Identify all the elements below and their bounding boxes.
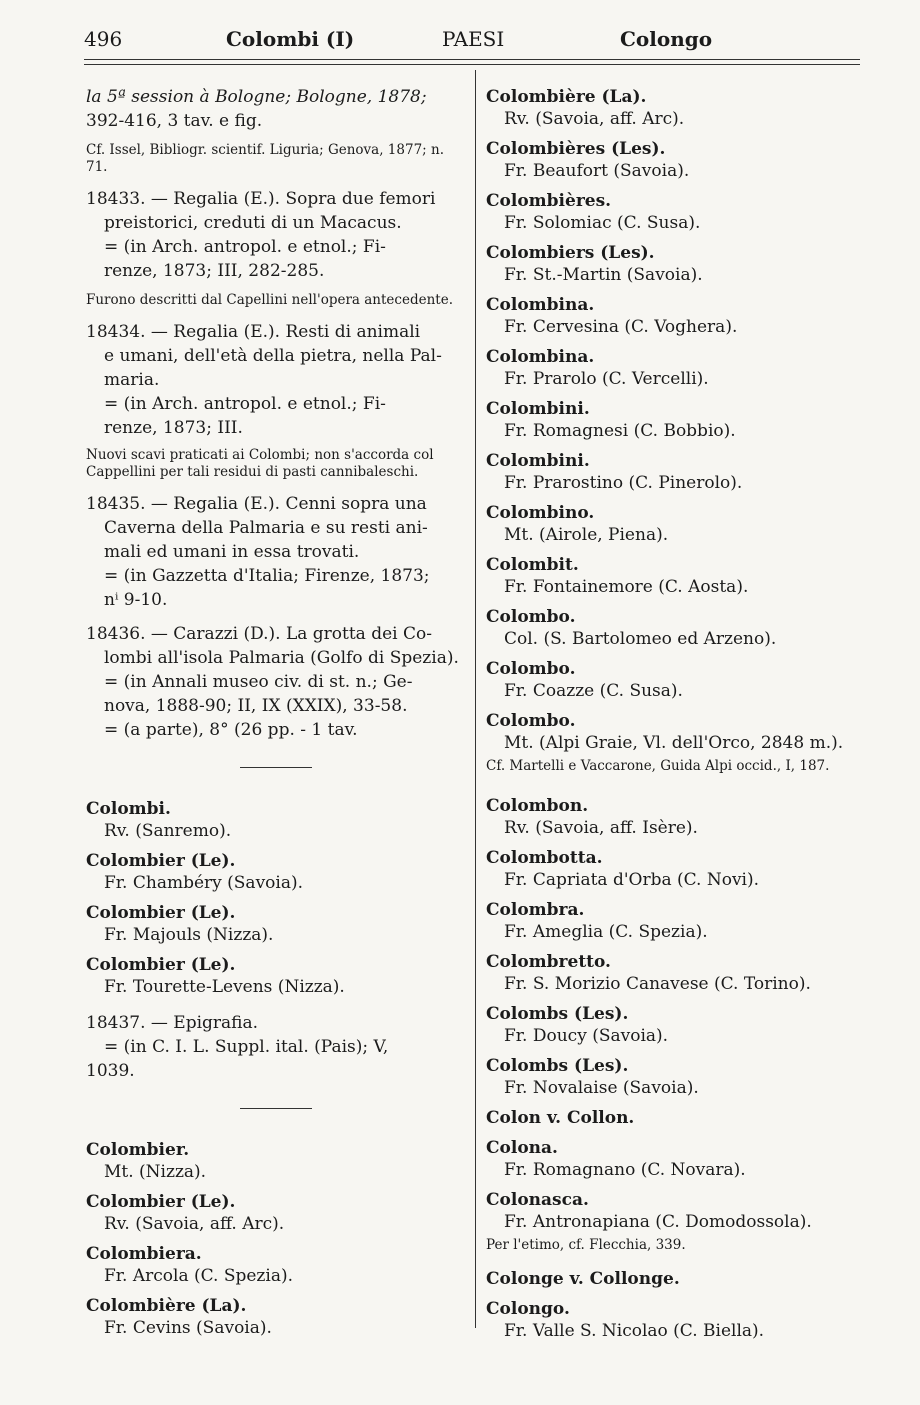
ref-line: mali ed umani in essa trovati. xyxy=(104,542,360,562)
ref-line: renze, 1873; III. xyxy=(104,418,243,438)
entry-detail: Fr. Chambéry (Savoia). xyxy=(104,873,304,893)
ref-line: maria. xyxy=(104,370,160,390)
entry-head: Colonge v. Collonge. xyxy=(486,1269,680,1289)
entry-head: Colombra. xyxy=(486,900,585,920)
entry-detail: Fr. Capriata d'Orba (C. Novi). xyxy=(504,870,760,890)
place-entry xyxy=(486,190,886,234)
entry-head: Colombi. xyxy=(86,799,171,819)
top-reference xyxy=(86,86,466,176)
ref-line: = (in Arch. antropol. e etnol.; Fi- xyxy=(104,394,386,414)
place-entry xyxy=(486,1189,886,1233)
place-entry xyxy=(86,902,466,946)
ref-line: nⁱ 9-10. xyxy=(104,590,168,610)
entry-head: Colombo. xyxy=(486,659,576,679)
place-entry xyxy=(486,450,886,494)
place-entry xyxy=(86,1295,466,1339)
page-number: 496 xyxy=(84,27,123,51)
place-entry xyxy=(486,1055,886,1099)
entry-detail: Fr. Cervesina (C. Voghera). xyxy=(504,317,738,337)
entry-head: Colombier. xyxy=(86,1140,190,1160)
ref-line: = (in Arch. antropol. e etnol.; Fi- xyxy=(104,237,386,257)
ref-line: renze, 1873; III, 282-285. xyxy=(104,261,325,281)
entry-detail: Fr. Majouls (Nizza). xyxy=(104,925,274,945)
ref-line: nova, 1888-90; II, IX (XXIX), 33-58. xyxy=(104,696,408,716)
entry-head: Colongo. xyxy=(486,1299,570,1319)
entry-detail: Fr. Tourette-Levens (Nizza). xyxy=(104,977,345,997)
entry-detail: Rv. (Savoia, aff. Isère). xyxy=(504,818,698,838)
ref-note: Furono descritti dal Capellini nell'opera antecedente. xyxy=(86,292,453,308)
entry-detail: Fr. Doucy (Savoia). xyxy=(504,1026,669,1046)
place-entry xyxy=(486,1268,886,1290)
entry-head: Colombina. xyxy=(486,295,595,315)
entry-head: Colombière (La). xyxy=(86,1296,247,1316)
entry-detail: Rv. (Sanremo). xyxy=(104,821,232,841)
ref-line: = (in Annali museo civ. di st. n.; Ge- xyxy=(104,672,413,692)
ref-line: 18434. — Regalia (E.). Resti di animali xyxy=(86,322,421,342)
place-entry xyxy=(486,554,886,598)
ref-line: = (a parte), 8° (26 pp. - 1 tav. xyxy=(104,720,358,740)
entry-head: Colona. xyxy=(486,1138,558,1158)
place-entry xyxy=(486,847,886,891)
place-entry xyxy=(486,951,886,995)
column-divider xyxy=(475,70,476,1328)
entry-detail: Fr. Beaufort (Savoia). xyxy=(504,161,690,181)
reference-18437 xyxy=(86,1012,466,1082)
ref-line: 1039. xyxy=(86,1061,135,1081)
section-separator xyxy=(240,1108,312,1109)
entry-detail: Fr. Prarostino (C. Pinerolo). xyxy=(504,473,743,493)
place-entry xyxy=(486,1107,886,1129)
entry-detail: Fr. Antronapiana (C. Domodossola). xyxy=(504,1212,812,1232)
place-entry xyxy=(486,138,886,182)
entry-head: Colombier (Le). xyxy=(86,851,236,871)
header-rule-thin xyxy=(84,64,860,65)
place-entry xyxy=(486,1137,886,1181)
place-entry xyxy=(486,899,886,943)
ref-line: lombi all'isola Palmaria (Golfo di Spezia). xyxy=(104,648,459,668)
ref-line: e umani, dell'età della pietra, nella Pal- xyxy=(104,346,442,366)
entry-detail: Fr. Romagnano (C. Novara). xyxy=(504,1160,746,1180)
entry-head: Colombini. xyxy=(486,451,590,471)
place-entry xyxy=(86,1191,466,1235)
entry-head: Colombs (Les). xyxy=(486,1056,629,1076)
entry-detail: Fr. Romagnesi (C. Bobbio). xyxy=(504,421,736,441)
left-column xyxy=(86,86,466,1347)
entry-head: Colombina. xyxy=(486,347,595,367)
place-entry xyxy=(486,294,886,338)
entry-note: Cf. Martelli e Vaccarone, Guida Alpi occid., I, 187. xyxy=(486,758,830,774)
entry-detail: Fr. St.-Martin (Savoia). xyxy=(504,265,703,285)
entry-detail: Fr. Ameglia (C. Spezia). xyxy=(504,922,708,942)
entry-detail: Fr. Solomiac (C. Susa). xyxy=(504,213,701,233)
entry-head: Colombotta. xyxy=(486,848,603,868)
entry-head: Colombo. xyxy=(486,711,576,731)
entry-head: Colonasca. xyxy=(486,1190,589,1210)
entry-head: Colombs (Les). xyxy=(486,1004,629,1024)
place-entry xyxy=(86,1139,466,1183)
entry-head: Colombières (Les). xyxy=(486,139,666,159)
place-entry xyxy=(486,398,886,442)
ref-line: 392-416, 3 tav. e fig. xyxy=(86,111,263,131)
ref-line: = (in C. I. L. Suppl. ital. (Pais); V, xyxy=(104,1037,389,1057)
entry-detail: Mt. (Nizza). xyxy=(104,1162,207,1182)
entry-head: Colombiers (Les). xyxy=(486,243,655,263)
place-entry xyxy=(86,1243,466,1287)
place-entry xyxy=(86,798,466,842)
section-separator xyxy=(240,767,312,768)
ref-line: Caverna della Palmaria e su resti ani- xyxy=(104,518,428,538)
entry-detail: Fr. Coazze (C. Susa). xyxy=(504,681,683,701)
place-entry xyxy=(486,502,886,546)
place-entry xyxy=(486,86,886,130)
entry-note: Per l'etimo, cf. Flecchia, 339. xyxy=(486,1237,686,1253)
right-column xyxy=(486,86,886,1350)
entry-head: Colombretto. xyxy=(486,952,611,972)
entry-detail: Rv. (Savoia, aff. Arc). xyxy=(104,1214,285,1234)
place-entry xyxy=(486,658,886,702)
ref-line: preistorici, creduti di un Macacus. xyxy=(104,213,402,233)
entry-detail: Fr. Novalaise (Savoia). xyxy=(504,1078,699,1098)
entry-head: Colombino. xyxy=(486,503,595,523)
ref-line: = (in Gazzetta d'Italia; Firenze, 1873; xyxy=(104,566,430,586)
place-entry xyxy=(486,242,886,286)
ref-line: la 5ª session à Bologne; Bologne, 1878; xyxy=(86,87,427,107)
ref-note: Cf. Issel, Bibliogr. scientif. Liguria; Genova, 1877; n. 71. xyxy=(86,142,444,175)
place-entry xyxy=(486,1298,886,1342)
entry-detail: Fr. Arcola (C. Spezia). xyxy=(104,1266,293,1286)
entry-detail: Mt. (Alpi Graie, Vl. dell'Orco, 2848 m.). xyxy=(504,733,844,753)
entry-head: Colombo. xyxy=(486,607,576,627)
entry-head: Colon v. Collon. xyxy=(486,1108,635,1128)
ref-line: 18433. — Regalia (E.). Sopra due femori xyxy=(86,189,436,209)
place-entry xyxy=(486,795,886,839)
entry-head: Colombier (Le). xyxy=(86,955,236,975)
ref-line: 18435. — Regalia (E.). Cenni sopra una xyxy=(86,494,427,514)
entry-detail: Mt. (Airole, Piena). xyxy=(504,525,669,545)
header-center-title: PAESI xyxy=(442,27,505,51)
entry-detail: Fr. Fontainemore (C. Aosta). xyxy=(504,577,749,597)
place-entry xyxy=(86,850,466,894)
place-entry xyxy=(486,346,886,390)
entry-detail: Fr. S. Morizio Canavese (C. Torino). xyxy=(504,974,811,994)
reference-18436 xyxy=(86,623,466,741)
ref-note: Nuovi scavi praticati ai Colombi; non s'accorda col Cappellini per tali residui di pasti cannibaleschi. xyxy=(86,447,434,480)
reference-18435 xyxy=(86,493,466,611)
reference-18433 xyxy=(86,188,466,309)
header-left-title: Colombi (I) xyxy=(226,27,355,51)
header-rule xyxy=(84,59,860,60)
place-entry xyxy=(86,954,466,998)
running-header xyxy=(84,26,860,56)
reference-18434 xyxy=(86,321,466,481)
entry-detail: Fr. Cevins (Savoia). xyxy=(104,1318,272,1338)
ref-line: 18436. — Carazzi (D.). La grotta dei Co- xyxy=(86,624,432,644)
entry-detail: Col. (S. Bartolomeo ed Arzeno). xyxy=(504,629,777,649)
entry-head: Colombière (La). xyxy=(486,87,647,107)
ref-line: 18437. — Epigrafia. xyxy=(86,1013,259,1033)
entry-head: Colombon. xyxy=(486,796,589,816)
entry-detail: Fr. Valle S. Nicolao (C. Biella). xyxy=(504,1321,765,1341)
entry-head: Colombini. xyxy=(486,399,590,419)
entry-head: Colombier (Le). xyxy=(86,903,236,923)
place-entry xyxy=(486,1003,886,1047)
entry-head: Colombières. xyxy=(486,191,612,211)
entry-head: Colombit. xyxy=(486,555,579,575)
place-entry xyxy=(486,710,886,754)
place-entry xyxy=(486,606,886,650)
entry-detail: Fr. Prarolo (C. Vercelli). xyxy=(504,369,709,389)
entry-head: Colombier (Le). xyxy=(86,1192,236,1212)
header-right-title: Colongo xyxy=(620,27,713,51)
entry-head: Colombiera. xyxy=(86,1244,202,1264)
entry-detail: Rv. (Savoia, aff. Arc). xyxy=(504,109,685,129)
